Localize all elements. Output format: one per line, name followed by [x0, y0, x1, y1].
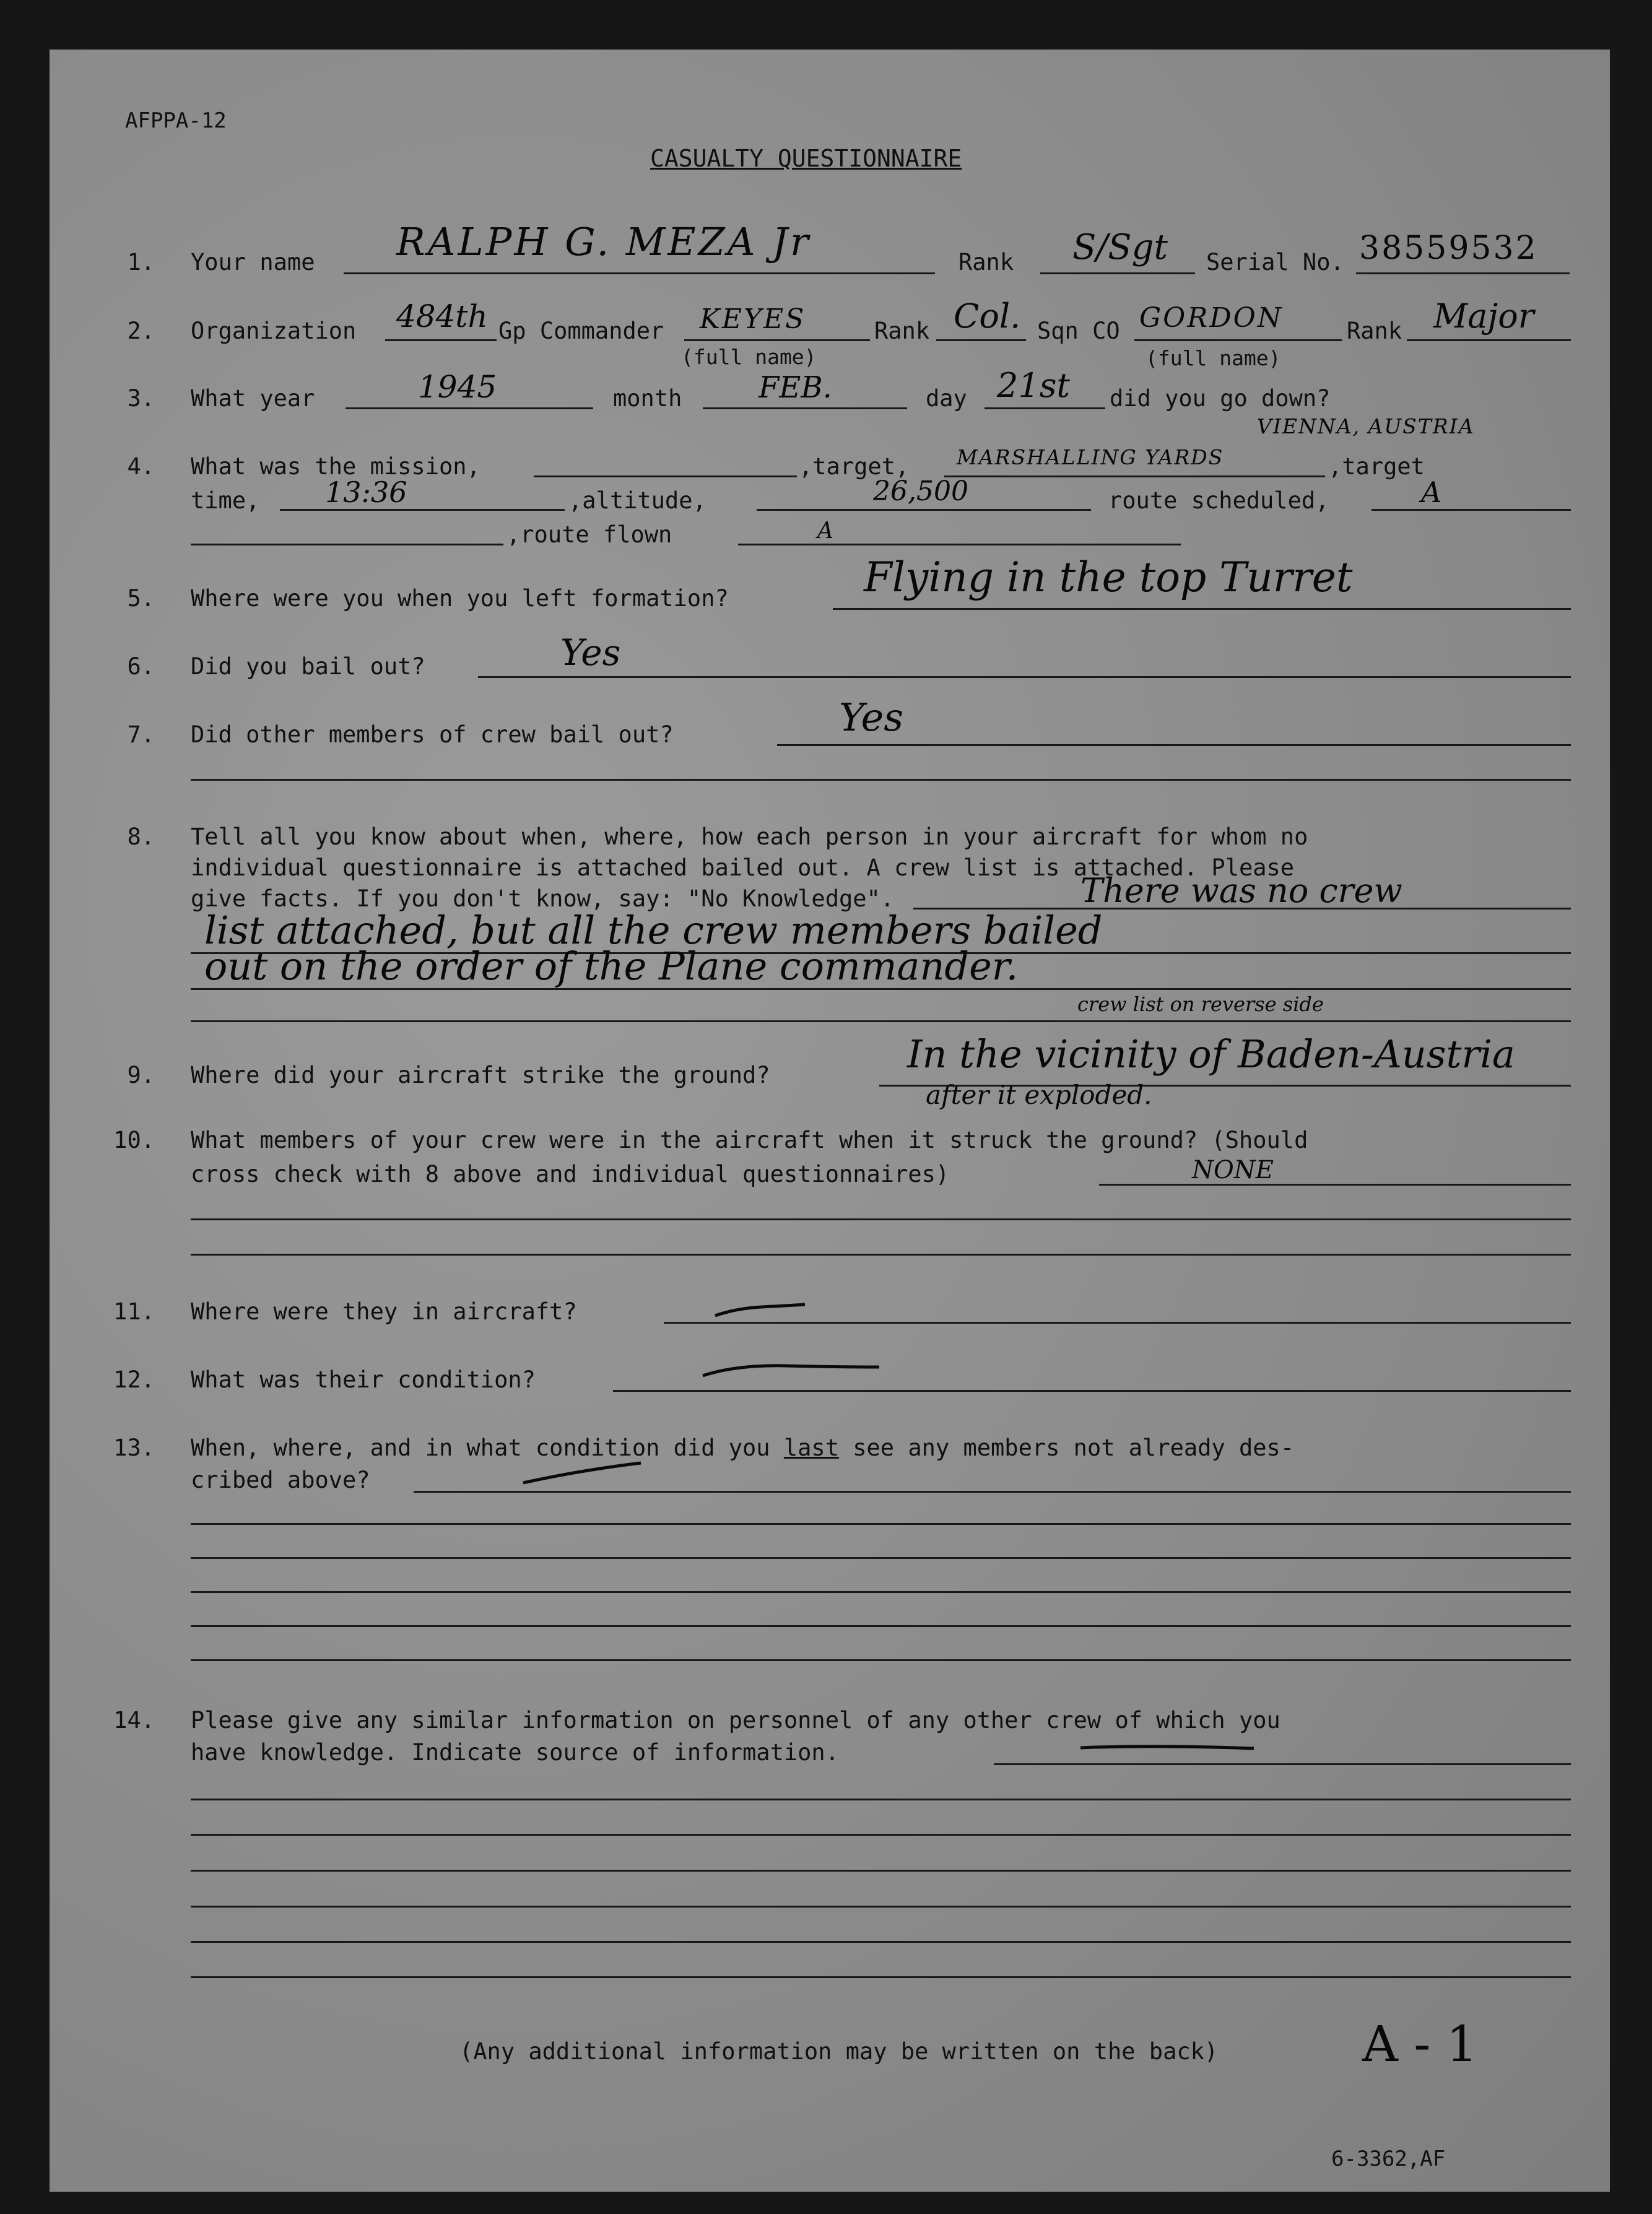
q10-answer: NONE: [1192, 1156, 1274, 1184]
q4-target-line: [944, 475, 1325, 477]
q11-label: Where were they in aircraft?: [191, 1298, 577, 1325]
q4-route-sched-answer: A: [1421, 475, 1442, 509]
q4-alt-line: [757, 509, 1091, 511]
q1-rank-answer: S/Sgt: [1072, 227, 1168, 267]
q13-line-b: [191, 1523, 1571, 1525]
q8-answer-3: out on the order of the Plane commander.: [204, 944, 1019, 989]
q4-number: 4.: [127, 453, 155, 480]
form-number: 6-3362,AF: [1331, 2147, 1446, 2171]
q8-number: 8.: [127, 823, 155, 850]
q4-target2-label: ,target: [1328, 453, 1425, 480]
q11-dash-mark: [712, 1297, 811, 1322]
q4-target-location: VIENNA, AUSTRIA: [1257, 414, 1475, 438]
q2-org-line: [385, 339, 497, 341]
q3-year-line: [346, 407, 593, 409]
q13-line-c: [191, 1557, 1571, 1559]
q8-answer-4: crew list on reverse side: [1077, 992, 1324, 1016]
q11-number: 11.: [113, 1298, 155, 1325]
q2-sqn-line: [1134, 339, 1342, 341]
q8-line1: Tell all you know about when, where, how each person in your aircraft for whom no: [191, 823, 1308, 850]
q4-blank-line: [191, 544, 503, 545]
q6-label: Did you bail out?: [191, 653, 425, 680]
q12-dash-mark: [700, 1357, 885, 1382]
q4-alt-label: ,altitude,: [568, 487, 706, 514]
q3-day-answer: 21st: [997, 366, 1071, 405]
q13-line2: cribed above?: [191, 1467, 370, 1493]
q10-extra-line-2: [191, 1254, 1571, 1256]
q8-line-d: [191, 1020, 1571, 1022]
q4-label: What was the mission,: [191, 453, 480, 480]
q10-extra-line-1: [191, 1218, 1571, 1220]
q5-answer-line: [833, 608, 1571, 610]
q2-sqn-label: Sqn CO: [1037, 318, 1120, 344]
q2-org-answer: 484th: [396, 298, 488, 334]
q12-answer-line: [613, 1390, 1571, 1392]
q7-extra-line: [191, 779, 1571, 781]
q14-line-g: [191, 1976, 1571, 1978]
q4-route-flown-label: ,route flown: [506, 521, 672, 548]
q5-label: Where were you when you left formation?: [191, 585, 729, 612]
q11-answer-line: [664, 1322, 1571, 1324]
q13-line-e: [191, 1625, 1571, 1627]
q7-answer-line: [777, 744, 1571, 746]
q10-line1: What members of your crew were in the aircraft when it struck the ground? (Should: [191, 1127, 1308, 1153]
q2-rank2-label: Rank: [1347, 318, 1402, 344]
q4-mission-line: [534, 475, 797, 477]
page-title: CASUALTY QUESTIONNAIRE: [650, 145, 962, 172]
q14-line-f: [191, 1941, 1571, 1943]
q4-route-flown-line: [738, 544, 1181, 545]
q3-month-line: [703, 407, 907, 409]
q1-label: Your name: [191, 249, 315, 276]
q3-label: What year: [191, 385, 315, 412]
q13-line-a: [414, 1491, 1571, 1493]
q6-number: 6.: [127, 653, 155, 680]
q2-full-name-caption-1: (full name): [681, 345, 817, 369]
q7-answer: Yes: [839, 695, 904, 740]
q2-gp-answer: KEYES: [700, 303, 806, 335]
q3-number: 3.: [127, 385, 155, 412]
q2-gp-label: Gp Commander: [498, 318, 664, 344]
q4-time-answer: 13:36: [325, 475, 407, 509]
q9-label: Where did your aircraft strike the ground?: [191, 1062, 770, 1088]
q5-answer: Flying in the top Turret: [864, 554, 1353, 601]
q2-rank-answer: Col.: [954, 297, 1021, 336]
q1-rank-label: Rank: [959, 249, 1014, 276]
q3-year-answer: 1945: [418, 369, 497, 405]
q4-alt-answer: 26,500: [873, 475, 968, 507]
q7-label: Did other members of crew bail out?: [191, 721, 674, 748]
q9-number: 9.: [127, 1062, 155, 1088]
q14-line-c: [191, 1834, 1571, 1836]
q3-day-line: [985, 407, 1105, 409]
q14-line1: Please give any similar information on personnel of any other crew of which you: [191, 1707, 1280, 1734]
q3-month-answer: FEB.: [759, 370, 832, 405]
q13-dash-mark: [520, 1458, 644, 1489]
q1-serial-answer: 38559532: [1359, 230, 1538, 267]
q9-answer: In the vicinity of Baden-Austria: [907, 1031, 1515, 1077]
q1-name-line: [344, 272, 935, 274]
q9-answer-2: after it exploded.: [926, 1080, 1152, 1110]
q6-answer: Yes: [560, 632, 621, 674]
q13-number: 13.: [113, 1435, 155, 1461]
q2-gp-line: [684, 339, 870, 341]
q13-text-c: see any members not already des-: [838, 1435, 1295, 1461]
q1-name-answer: RALPH G. MEZA Jr: [396, 219, 811, 264]
q4-time-line: [280, 509, 565, 511]
footer-note: (Any additional information may be written on the back): [459, 2038, 1219, 2065]
q14-line-d: [191, 1870, 1571, 1872]
q2-rank2-answer: Major: [1433, 297, 1534, 336]
q14-dash-mark: [1077, 1739, 1257, 1757]
q1-serial-label: Serial No.: [1206, 249, 1344, 276]
q13-line1: [191, 1436, 1294, 1459]
q14-line2: have knowledge. Indicate source of information.: [191, 1739, 839, 1766]
q14-line-b: [191, 1799, 1571, 1800]
q4-target-label: ,target,: [799, 453, 910, 480]
q6-answer-line: [478, 676, 1571, 678]
q13-text-last: last: [783, 1435, 839, 1461]
q13-text-a: When, where, and in what condition did you: [191, 1435, 784, 1461]
q4-target-answer: MARSHALLING YARDS: [957, 445, 1224, 469]
q10-answer-line: [1099, 1184, 1571, 1186]
q5-number: 5.: [127, 585, 155, 612]
q14-line-a: [994, 1763, 1571, 1765]
q2-rank-label: Rank: [874, 318, 930, 344]
q2-full-name-caption-2: (full name): [1146, 346, 1281, 370]
q1-number: 1.: [127, 249, 155, 276]
q8-line2: individual questionnaire is attached bailed out. A crew list is attached. Please: [191, 854, 1295, 881]
page-mark: A - 1: [1362, 2015, 1478, 2073]
q4-route-flown-answer: A: [817, 518, 833, 544]
q3-month-label: month: [613, 385, 682, 412]
q4-route-sched-line: [1372, 509, 1571, 511]
q1-rank-line: [1040, 272, 1195, 274]
q3-day-label: day: [926, 385, 967, 412]
q1-serial-line: [1356, 272, 1570, 274]
q12-number: 12.: [113, 1366, 155, 1393]
q4-time-label: time,: [191, 487, 260, 514]
q8-answer-2: list attached, but all the crew members bailed: [204, 908, 1103, 953]
q10-number: 10.: [113, 1127, 155, 1153]
q8-answer-1: There was no crew: [1080, 871, 1402, 910]
form-id: AFPPA-12: [125, 108, 227, 133]
q2-label: Organization: [191, 318, 357, 344]
q14-line-e: [191, 1906, 1571, 1908]
q3-tail: did you go down?: [1110, 385, 1331, 412]
q2-sqn-answer: GORDON: [1139, 302, 1284, 334]
q2-number: 2.: [127, 318, 155, 344]
q14-number: 14.: [113, 1707, 155, 1734]
q8-line3: give facts. If you don't know, say: "No Knowledge".: [191, 885, 895, 912]
q4-route-sched-label: route scheduled,: [1108, 487, 1329, 514]
q12-label: What was their condition?: [191, 1366, 536, 1393]
q13-line-d: [191, 1591, 1571, 1593]
q13-line-f: [191, 1659, 1571, 1661]
q7-number: 7.: [127, 721, 155, 748]
q10-line2: cross check with 8 above and individual questionnaires): [191, 1161, 950, 1187]
q2-rank-line: [936, 339, 1026, 341]
q2-rank2-line: [1407, 339, 1571, 341]
